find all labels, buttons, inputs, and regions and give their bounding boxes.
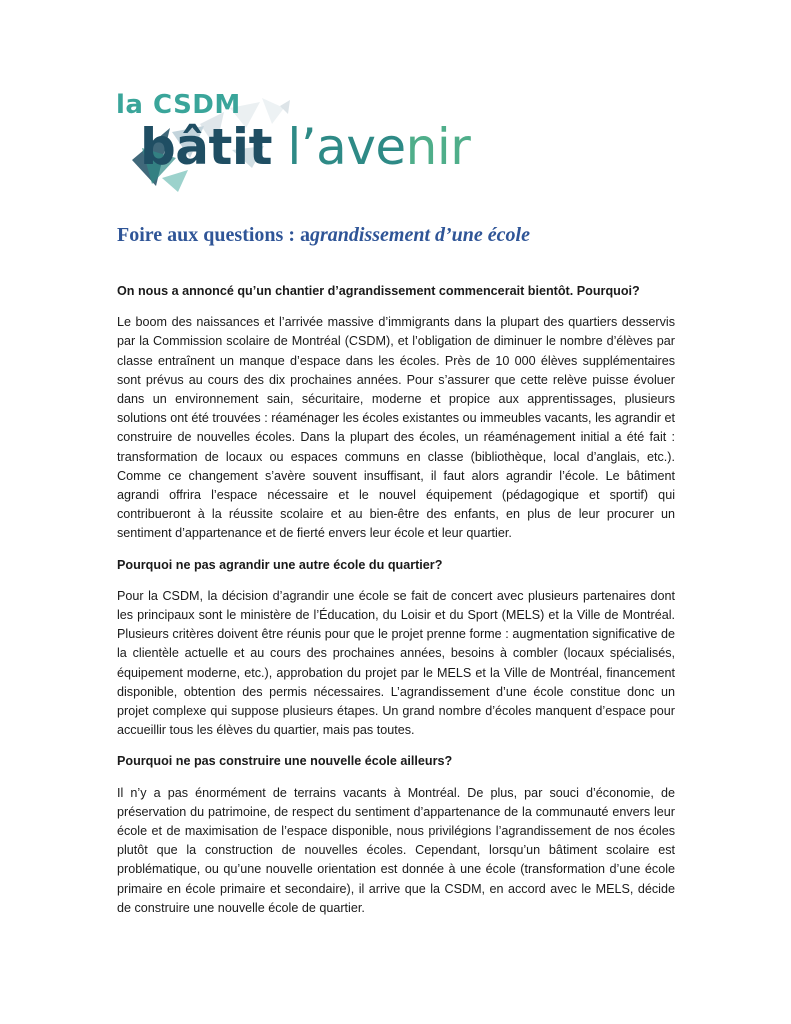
faq-answer-1: Le boom des naissances et l’arrivée massive d’immigrants dans la plupart des quartiers desservis par la Commission scolaire de Montréal (CSDM), et l’obligation de diminuer le nombre d’élèves par classe entraînent un manque d’espace dans les écoles. Près de 10 000 élèves supplémentaires sont prévus au cours des dix prochaines années. Pour s’assurer que cette relève puisse évoluer dans un environnement sain, sécuritaire, moderne et propice aux apprentissages, plusieurs solutions ont été trouvées : réaménager les écoles existantes ou immeubles vacants, les agrandir et construire de nouvelles écoles. Dans la plupart des écoles, un réaménagement initial a été fait : transformation de locaux ou espaces communs en classe (bibliothèque, local d’anglais, etc.). Comme ce changement s’avère souvent insuffisant, il faut alors agrandir l’école. Le bâtiment agrandi offrira l’espace nécessaire et le nouvel équipement (pédagogique et sportif) qui contribueront à la réussite scolaire et au bien-être des enfants, en plus de leur procurer un sentiment d’appartenance et de fierté envers leur école et leur quartier. (117, 315, 675, 541)
logo-word-nir: nir (405, 118, 471, 176)
logo-word-lave: l’ave (287, 118, 406, 176)
csdm-logo (112, 88, 512, 198)
logo-text-la-csdm: la CSDM (116, 90, 241, 120)
faq-answer-3: Il n’y a pas énormément de terrains vacants à Montréal. De plus, par souci d’économie, de préservation du patrimoine, de respect du sentiment d’appartenance de la communauté envers leur école et de maximisation de l’espace disponible, nous privilégions l’agrandissement de nos écoles plutôt que la construction de nouvelles écoles. Cependant, lorsqu’un bâtiment scolaire est problématique, ou qu’une nouvelle orientation est donnée à une école (transformation d’une école primaire en école primaire et secondaire), il arrive que la CSDM, en accord avec le MELS, décide de construire une nouvelle école de quartier. (117, 785, 675, 915)
page-title-prefix: Foire aux questions : a (117, 224, 310, 246)
faq-question-2: Pourquoi ne pas agrandir une autre école du quartier? (117, 557, 443, 572)
faq-question-1: On nous a annoncé qu’un chantier d’agrandissement commencerait bientôt. Pourquoi? (117, 284, 640, 298)
page-title (117, 224, 530, 247)
faq-answer-2: Pour la CSDM, la décision d’agrandir une école se fait de concert avec plusieurs partenaires dont les principaux sont le ministère de l’Éducation, du Loisir et du Sport (MELS) et la Ville de Montréal. Plusieurs critères doivent être réunis pour que le projet prenne forme : augmentation significative de la clientèle actuelle et au cours des prochaines années, besoins à combler (locaux spécialisés, équipement moderne, etc.), approbation du projet par le MELS et la Ville de Montréal, financement disponible, obtention des permis nécessaires. L’agrandissement d’une école constitue donc un projet complexe qui suppose plusieurs étapes. Un grand nombre d’écoles manquent d’espace pour accueillir tous les élèves du quartier, mais pas toutes. (117, 588, 675, 738)
logo-word-batit: bâtit (140, 118, 272, 176)
logo-text-batit-lavenir (140, 118, 470, 176)
page-title-italic: grandissement d’une école (309, 224, 530, 246)
faq-content (117, 282, 675, 930)
faq-question-3: Pourquoi ne pas construire une nouvelle école ailleurs? (117, 754, 453, 769)
